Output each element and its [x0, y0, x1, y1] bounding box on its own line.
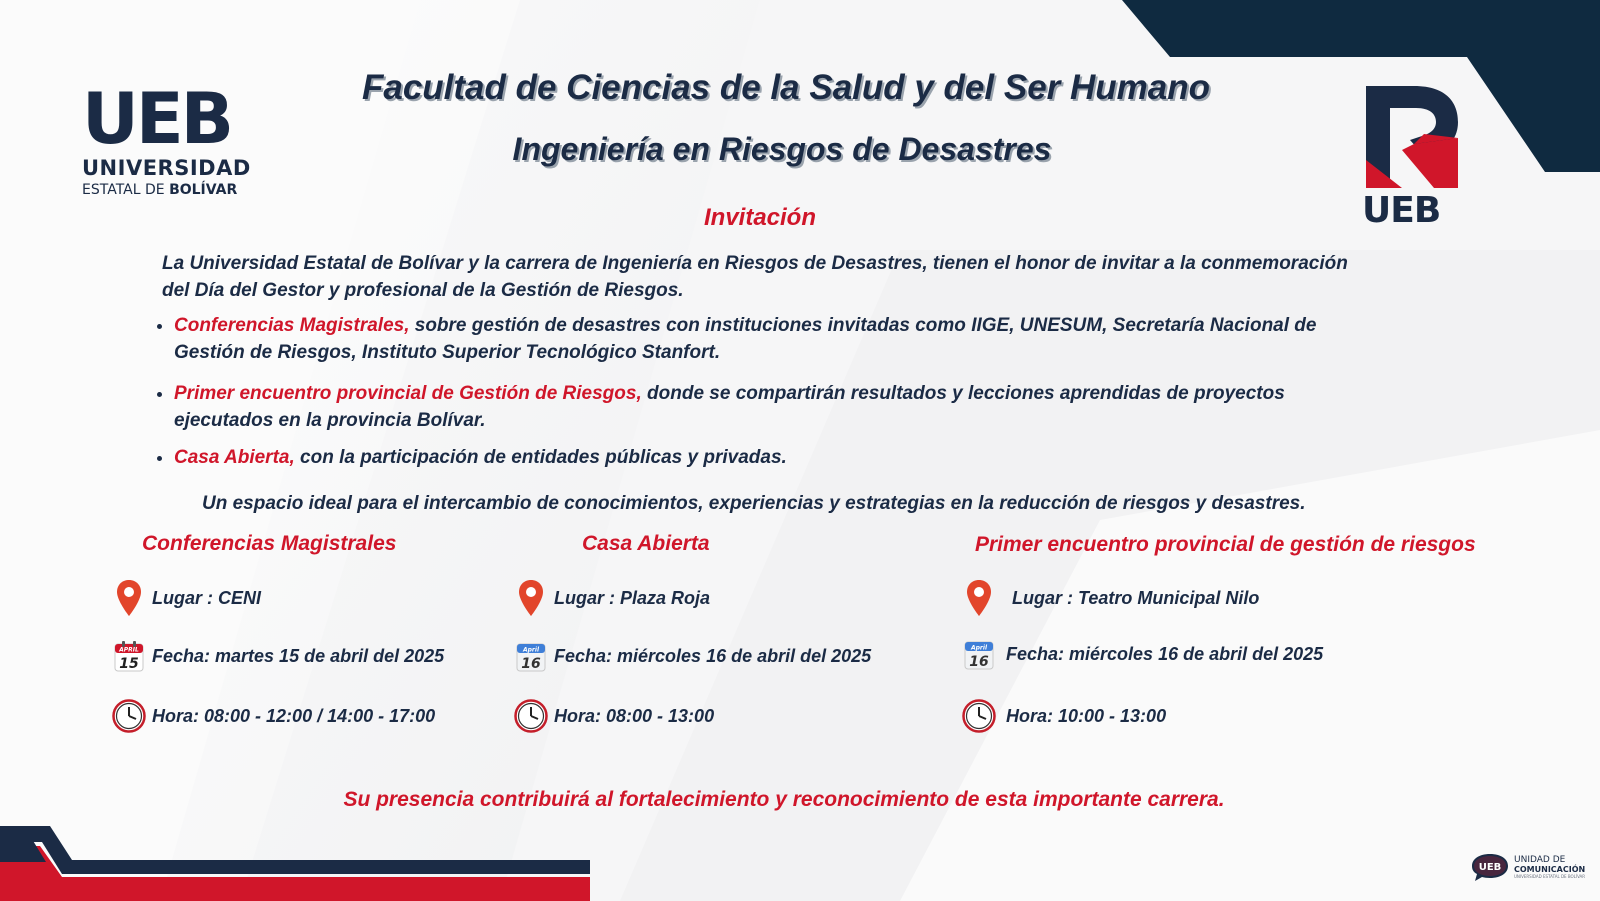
event-details-encuentro	[962, 578, 1323, 736]
speech-bubble-logo-icon	[1470, 852, 1510, 882]
svg-text:April: April	[522, 646, 540, 654]
event-place: Lugar : CENI	[112, 578, 444, 618]
event-place: Lugar : Teatro Municipal Nilo	[962, 578, 1323, 618]
event-title-encuentro: Primer encuentro provincial de gestión de riesgos	[975, 533, 1476, 556]
event-time: Hora: 08:00 - 13:00	[514, 696, 871, 736]
location-pin-icon	[962, 578, 996, 618]
calendar-icon	[962, 634, 996, 674]
event-time: Hora: 08:00 - 12:00 / 14:00 - 17:00	[112, 696, 444, 736]
clock-icon	[514, 696, 548, 736]
calendar-icon	[514, 636, 548, 676]
svg-text:15: 15	[119, 656, 139, 672]
list-item: • Conferencias Magistrales, sobre gestión de desastres con instituciones invitadas como IIGE, UNESUM, Secretaría Nacional de Gestión de Riesgos, Instituto Superior Tecnológico Stanfort.	[174, 312, 1374, 366]
event-title-conferencias: Conferencias Magistrales	[142, 532, 397, 555]
clock-icon	[962, 696, 996, 736]
event-details-conferencias	[112, 578, 444, 736]
location-pin-icon	[514, 578, 548, 618]
closing-paragraph: Un espacio ideal para el intercambio de conocimientos, experiencias y estrategias en la reducción de riesgos y desastres.	[202, 493, 1306, 514]
ueb-logo-mark: UEB	[82, 78, 232, 160]
event-date: April 16 Fecha: miércoles 16 de abril del 2025	[962, 634, 1323, 674]
svg-text:APRIL: APRIL	[119, 646, 139, 654]
ueb-logo-university: UNIVERSIDAD	[82, 156, 251, 180]
event-place: Lugar : Plaza Roja	[514, 578, 871, 618]
career-logo-mark: UEB	[1362, 190, 1441, 231]
svg-text:16: 16	[969, 654, 989, 670]
list-item: • Casa Abierta, con la participación de entidades públicas y privadas.	[174, 444, 1374, 471]
communication-unit-text: UNIDAD DE COMUNICACIÓN UNIVERSIDAD ESTATAL DE BOLÍVAR	[1514, 854, 1586, 879]
event-details-casa-abierta	[514, 578, 871, 736]
intro-paragraph: La Universidad Estatal de Bolívar y la carrera de Ingeniería en Riesgos de Desastres, tienen el honor de invitar a la conmemoración del Día del Gestor y profesional de la Gestión de Riesgos.	[162, 253, 1348, 301]
svg-text:UEB: UEB	[1478, 862, 1502, 873]
ueb-logo-estatal: ESTATAL DE BOLÍVAR	[82, 182, 238, 198]
career-title: Ingeniería en Riesgos de Desastres	[512, 131, 1052, 167]
svg-text:April: April	[970, 644, 988, 652]
svg-text:16: 16	[521, 656, 541, 672]
event-date: April 16 Fecha: miércoles 16 de abril del 2025	[514, 636, 871, 676]
faculty-title: Facultad de Ciencias de la Salud y del Ser Humano	[361, 68, 1211, 107]
event-date: APRIL 15 Fecha: martes 15 de abril del 2025	[112, 636, 444, 676]
event-title-casa-abierta: Casa Abierta	[582, 532, 710, 555]
clock-icon	[112, 696, 146, 736]
activities-list	[152, 312, 1374, 471]
event-time: Hora: 10:00 - 13:00	[962, 696, 1323, 736]
footer-note: Su presencia contribuirá al fortalecimiento y reconocimiento de esta importante carrera.	[343, 788, 1225, 811]
list-item: • Primer encuentro provincial de Gestión de Riesgos, donde se compartirán resultados y lecciones aprendidas de proyectos ejecutados en la provincia Bolívar.	[174, 380, 1374, 434]
communication-unit-logo	[1470, 852, 1585, 882]
location-pin-icon	[112, 578, 146, 618]
invitation-heading: Invitación	[703, 204, 817, 231]
calendar-icon	[112, 636, 146, 676]
